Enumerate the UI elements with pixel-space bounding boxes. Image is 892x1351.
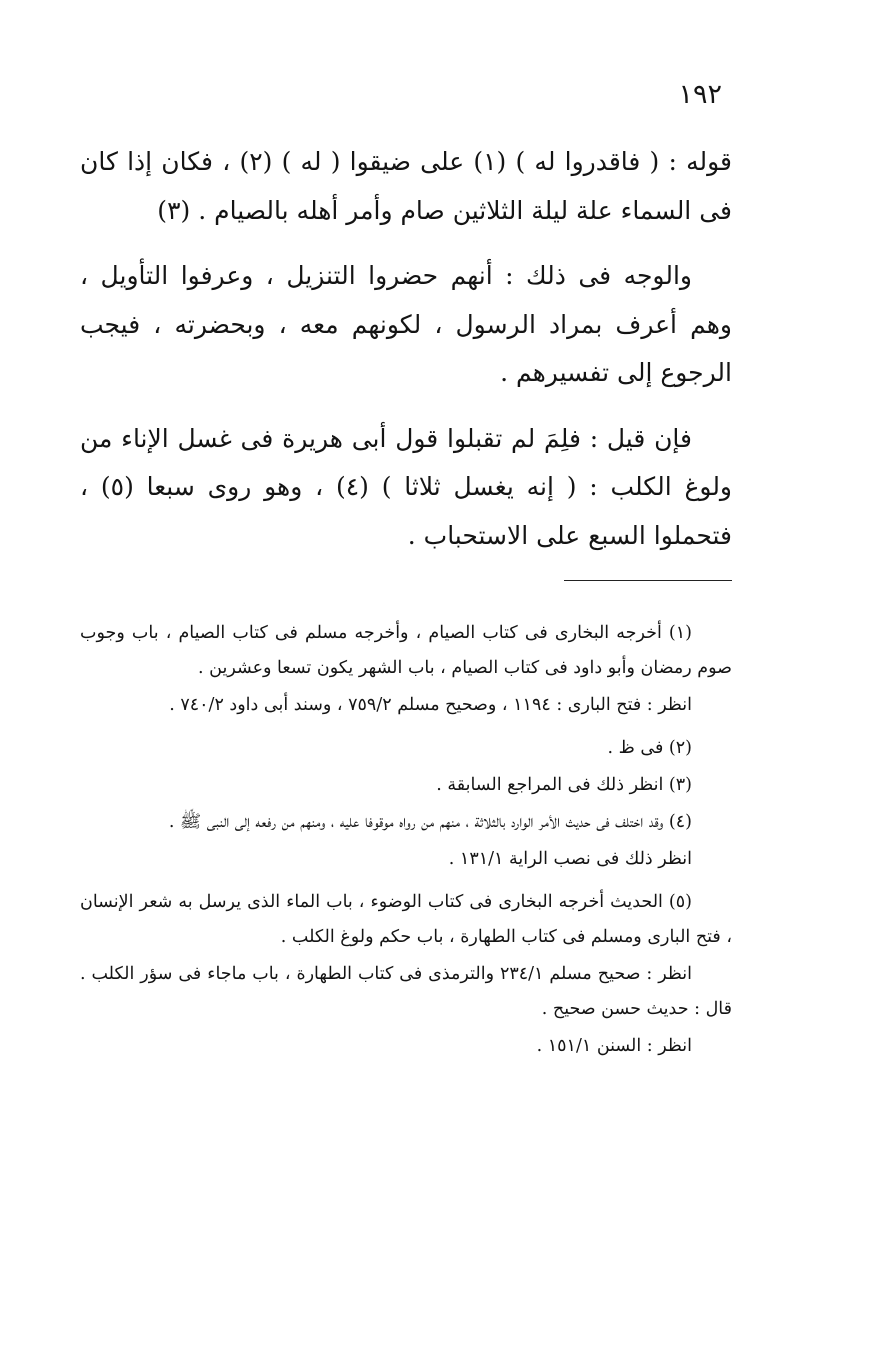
footnote-4-reference: انظر ذلك فى نصب الراية ١٣١/١ .: [448, 849, 692, 869]
body-paragraph-2: والوجه فى ذلك : أنهم حضروا التنزيل ، وعرفوا التأويل ، وهم أعرف بمراد الرسول ، لكونهم معه ، وبحضرته ، فيجب الرجوع إلى تفسيرهم .: [80, 261, 732, 387]
page-number: ١٩٢: [678, 79, 722, 110]
footnote-2: (٢) فى ظ .: [607, 738, 692, 758]
body-paragraph-3: فإن قيل : فلِمَ لم تقبلوا قول أبى هريرة فى غسل الإناء من ولوغ الكلب : ( إنه يغسل ثلاثا ) (٤) ، وهو روى سبعا (٥) ، فتحملوا السبع على الاستحباب .: [80, 423, 733, 550]
footnote-1: (١) أخرجه البخارى فى كتاب الصيام ، وأخرجه مسلم فى كتاب الصيام ، باب وجوب صوم رمضان وأبو داود فى كتاب الصيام ، باب الشهر يكون تسعا وعشرين .: [80, 623, 732, 678]
main-text: [80, 138, 732, 560]
body-paragraph-1: قوله : ( فاقدروا له ) (١) على ضيقوا ( له ) (٢) ، فكان إذا كان فى السماء علة ليلة الثلاثين صام وأمر أهله بالصيام . (٣): [80, 147, 732, 225]
footnote-4: (٤) وقد اختلف فى حديث الأمر الوارد بالثلاثة ، منهم من رواه موقوفا عليه ، ومنهم من رفعه إلى النبى ﷺ .: [168, 812, 692, 832]
footnote-5-reference-2: انظر : السنن ١٥١/١ .: [536, 1036, 692, 1056]
footnote-3: (٣) انظر ذلك فى المراجع السابقة .: [436, 775, 692, 795]
footnote-1-reference: انظر : فتح البارى : ١١٩٤ ، وصحيح مسلم ٧٥٩/٢ ، وسند أبى داود ٧٤٠/٢ .: [169, 695, 692, 715]
footnote-5: (٥) الحديث أخرجه البخارى فى كتاب الوضوء ، باب الماء الذى يرسل به شعر الإنسان ، فتح البارى ومسلم فى كتاب الطهارة ، باب حكم ولوغ الكلب .: [80, 892, 732, 947]
footnote-divider: [564, 580, 732, 581]
footnotes: [80, 616, 732, 1066]
footnote-5-reference-1: انظر : صحيح مسلم ٢٣٤/١ والترمذى فى كتاب الطهارة ، باب ماجاء فى سؤر الكلب . قال : حديث حسن صحيح .: [80, 964, 732, 1019]
